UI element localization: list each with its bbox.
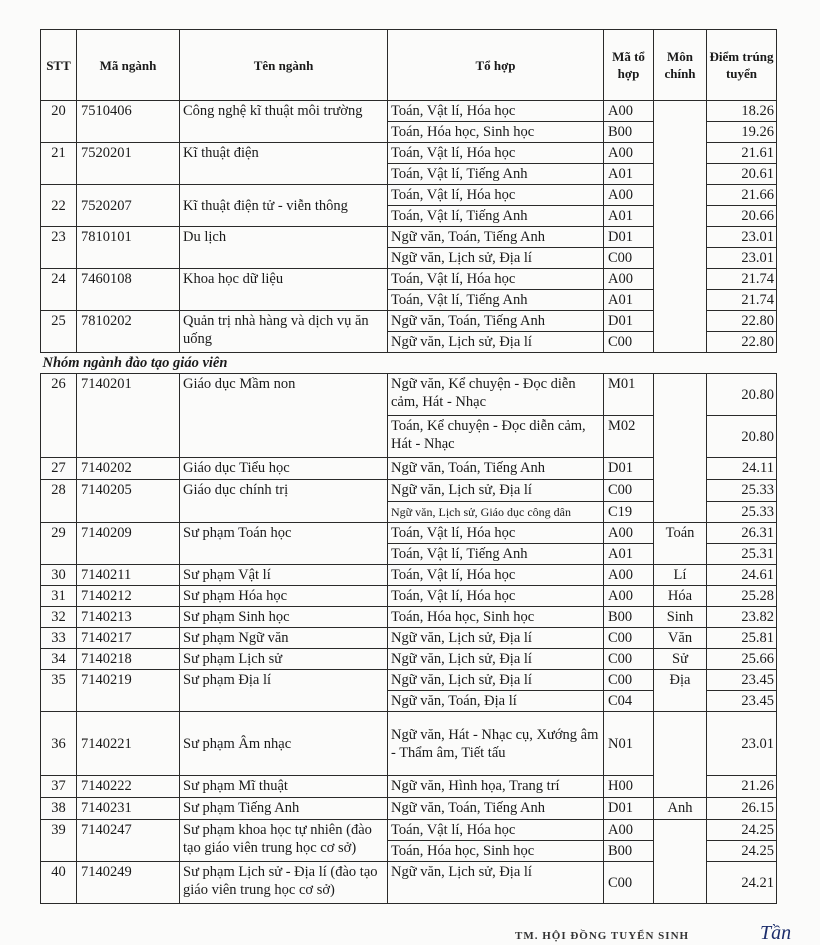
ma-nganh-cell: 7140212 [77, 586, 180, 607]
mon-chinh-cell [654, 712, 707, 798]
ma-nganh-cell: 7140219 [77, 670, 180, 712]
stt-cell: 29 [41, 523, 77, 565]
ma-to-hop-cell: A01 [604, 164, 654, 185]
to-hop-cell: Toán, Hóa học, Sinh học [388, 607, 604, 628]
table-row [41, 712, 777, 776]
header-ten-nganh: Tên ngành [180, 30, 388, 101]
score-cell: 21.26 [707, 776, 777, 798]
score-cell: 21.74 [707, 290, 777, 311]
ma-nganh-cell: 7140209 [77, 523, 180, 565]
stt-cell: 38 [41, 798, 77, 820]
to-hop-cell: Ngữ văn, Hình họa, Trang trí [388, 776, 604, 798]
score-cell: 23.82 [707, 607, 777, 628]
to-hop-cell: Ngữ văn, Toán, Tiếng Anh [388, 458, 604, 480]
ten-nganh-cell: Giáo dục Tiểu học [180, 458, 388, 480]
table-row [41, 607, 777, 628]
score-cell: 25.31 [707, 544, 777, 565]
header-ma-nganh: Mã ngành [77, 30, 180, 101]
table-row [41, 628, 777, 649]
to-hop-cell: Toán, Vật lí, Tiếng Anh [388, 290, 604, 311]
score-cell: 22.80 [707, 311, 777, 332]
stt-cell: 30 [41, 565, 77, 586]
to-hop-cell: Ngữ văn, Lịch sử, Địa lí [388, 332, 604, 353]
score-cell: 25.81 [707, 628, 777, 649]
ten-nganh-cell: Sư phạm Hóa học [180, 586, 388, 607]
stt-cell: 31 [41, 586, 77, 607]
ten-nganh-cell: Giáo dục chính trị [180, 480, 388, 523]
to-hop-cell: Toán, Vật lí, Hóa học [388, 269, 604, 290]
ma-to-hop-cell: A00 [604, 523, 654, 544]
footer-text: TM. HỘI ĐỒNG TUYỂN SINH [515, 930, 690, 942]
mon-chinh-cell [654, 101, 707, 353]
ma-nganh-cell: 7140205 [77, 480, 180, 523]
to-hop-cell: Ngữ văn, Toán, Tiếng Anh [388, 798, 604, 820]
score-cell: 21.66 [707, 185, 777, 206]
ten-nganh-cell: Khoa học dữ liệu [180, 269, 388, 311]
ma-to-hop-cell: C00 [604, 480, 654, 502]
ma-to-hop-cell: A00 [604, 586, 654, 607]
to-hop-cell: Ngữ văn, Lịch sử, Địa lí [388, 628, 604, 649]
ma-to-hop-cell: B00 [604, 607, 654, 628]
ma-to-hop-cell: D01 [604, 311, 654, 332]
ma-to-hop-cell: C00 [604, 248, 654, 269]
ma-to-hop-cell: C04 [604, 691, 654, 712]
stt-cell: 39 [41, 820, 77, 862]
ma-to-hop-cell: A01 [604, 290, 654, 311]
to-hop-cell: Toán, Hóa học, Sinh học [388, 841, 604, 862]
ma-to-hop-cell: C00 [604, 670, 654, 691]
stt-cell: 25 [41, 311, 77, 353]
table-row [41, 798, 777, 820]
mon-chinh-cell: Lí [654, 565, 707, 586]
to-hop-cell: Toán, Vật lí, Hóa học [388, 586, 604, 607]
mon-chinh-cell: Hóa [654, 586, 707, 607]
mon-chinh-cell [654, 820, 707, 904]
table-row [41, 586, 777, 607]
header-diem: Điểm trúng tuyển [707, 30, 777, 101]
to-hop-cell: Toán, Vật lí, Hóa học [388, 101, 604, 122]
score-cell: 25.33 [707, 502, 777, 523]
mon-chinh-cell: Sử [654, 649, 707, 670]
ten-nganh-cell: Sư phạm Lịch sử - Địa lí (đào tạo giáo viên trung học cơ sở) [180, 862, 388, 904]
header-stt: STT [41, 30, 77, 101]
ma-to-hop-cell: A00 [604, 185, 654, 206]
stt-cell: 34 [41, 649, 77, 670]
ma-to-hop-cell: A01 [604, 544, 654, 565]
to-hop-cell: Toán, Hóa học, Sinh học [388, 122, 604, 143]
to-hop-cell: Ngữ văn, Kể chuyện - Đọc diễn cảm, Hát - Nhạc [388, 374, 604, 416]
to-hop-cell: Toán, Vật lí, Hóa học [388, 565, 604, 586]
ten-nganh-cell: Kĩ thuật điện [180, 143, 388, 185]
ten-nganh-cell: Sư phạm Âm nhạc [180, 712, 388, 776]
score-cell: 23.45 [707, 691, 777, 712]
stt-cell: 26 [41, 374, 77, 458]
ma-nganh-cell: 7510406 [77, 101, 180, 143]
ma-nganh-cell: 7140217 [77, 628, 180, 649]
ma-nganh-cell: 7140231 [77, 798, 180, 820]
score-cell: 20.80 [707, 416, 777, 458]
group-title: Nhóm ngành đào tạo giáo viên [41, 353, 777, 374]
to-hop-cell: Ngữ văn, Lịch sử, Địa lí [388, 670, 604, 691]
ma-nganh-cell: 7520207 [77, 185, 180, 227]
to-hop-cell: Toán, Kể chuyện - Đọc diễn cảm, Hát - Nhạc [388, 416, 604, 458]
ten-nganh-cell: Sư phạm khoa học tự nhiên (đào tạo giáo viên trung học cơ sở) [180, 820, 388, 862]
ma-nganh-cell: 7810101 [77, 227, 180, 269]
ma-to-hop-cell: D01 [604, 458, 654, 480]
ten-nganh-cell: Quản trị nhà hàng và dịch vụ ăn uống [180, 311, 388, 353]
score-cell: 24.25 [707, 820, 777, 841]
ma-to-hop-cell: A00 [604, 101, 654, 122]
score-cell: 20.80 [707, 374, 777, 416]
admission-score-table [40, 29, 777, 904]
table-row [41, 101, 777, 122]
ma-to-hop-cell: A00 [604, 820, 654, 841]
score-cell: 26.31 [707, 523, 777, 544]
ma-nganh-cell: 7140249 [77, 862, 180, 904]
score-cell: 24.11 [707, 458, 777, 480]
ten-nganh-cell: Sư phạm Ngữ văn [180, 628, 388, 649]
ten-nganh-cell: Sư phạm Sinh học [180, 607, 388, 628]
to-hop-cell: Toán, Vật lí, Tiếng Anh [388, 206, 604, 227]
ten-nganh-cell: Du lịch [180, 227, 388, 269]
to-hop-cell: Toán, Vật lí, Hóa học [388, 820, 604, 841]
score-cell: 23.45 [707, 670, 777, 691]
to-hop-cell: Toán, Vật lí, Tiếng Anh [388, 544, 604, 565]
score-cell: 25.28 [707, 586, 777, 607]
ten-nganh-cell: Kĩ thuật điện tử - viễn thông [180, 185, 388, 227]
ma-nganh-cell: 7140201 [77, 374, 180, 458]
mon-chinh-cell: Văn [654, 628, 707, 649]
ma-nganh-cell: 7140213 [77, 607, 180, 628]
group-header-row [41, 353, 777, 374]
stt-cell: 32 [41, 607, 77, 628]
to-hop-cell: Ngữ văn, Lịch sử, Địa lí [388, 862, 604, 904]
ma-to-hop-cell: A00 [604, 565, 654, 586]
stt-cell: 24 [41, 269, 77, 311]
stt-cell: 27 [41, 458, 77, 480]
score-cell: 19.26 [707, 122, 777, 143]
ma-to-hop-cell: M01 [604, 374, 654, 416]
ma-nganh-cell: 7140247 [77, 820, 180, 862]
table-header-row [41, 30, 777, 101]
ten-nganh-cell: Sư phạm Tiếng Anh [180, 798, 388, 820]
ma-nganh-cell: 7810202 [77, 311, 180, 353]
ten-nganh-cell: Sư phạm Lịch sử [180, 649, 388, 670]
stt-cell: 22 [41, 185, 77, 227]
stt-cell: 20 [41, 101, 77, 143]
stt-cell: 35 [41, 670, 77, 712]
ma-to-hop-cell: D01 [604, 227, 654, 248]
ma-nganh-cell: 7140202 [77, 458, 180, 480]
to-hop-cell: Ngữ văn, Lịch sử, Địa lí [388, 480, 604, 502]
score-cell: 23.01 [707, 248, 777, 269]
ten-nganh-cell: Sư phạm Vật lí [180, 565, 388, 586]
table-row [41, 565, 777, 586]
ten-nganh-cell: Sư phạm Toán học [180, 523, 388, 565]
mon-chinh-cell [654, 374, 707, 523]
mon-chinh-cell: Địa [654, 670, 707, 712]
ma-nganh-cell: 7460108 [77, 269, 180, 311]
ma-to-hop-cell: A01 [604, 206, 654, 227]
header-ma-to-hop: Mã tổ hợp [604, 30, 654, 101]
stt-cell: 36 [41, 712, 77, 776]
to-hop-cell: Ngữ văn, Lịch sử, Giáo dục công dân [388, 502, 604, 523]
table-row [41, 374, 777, 416]
score-cell: 25.66 [707, 649, 777, 670]
score-cell: 18.26 [707, 101, 777, 122]
stt-cell: 37 [41, 776, 77, 798]
ma-nganh-cell: 7140218 [77, 649, 180, 670]
score-cell: 21.74 [707, 269, 777, 290]
ma-to-hop-cell: A00 [604, 269, 654, 290]
table-row [41, 523, 777, 544]
ten-nganh-cell: Sư phạm Mĩ thuật [180, 776, 388, 798]
ma-nganh-cell: 7140211 [77, 565, 180, 586]
score-cell: 25.33 [707, 480, 777, 502]
to-hop-cell: Ngữ văn, Toán, Địa lí [388, 691, 604, 712]
header-to-hop: Tổ hợp [388, 30, 604, 101]
score-cell: 24.61 [707, 565, 777, 586]
ma-to-hop-cell: H00 [604, 776, 654, 798]
score-cell: 20.61 [707, 164, 777, 185]
ma-to-hop-cell: C00 [604, 862, 654, 904]
to-hop-cell: Toán, Vật lí, Hóa học [388, 185, 604, 206]
stt-cell: 21 [41, 143, 77, 185]
signature: Tần [760, 922, 792, 944]
ten-nganh-cell: Sư phạm Địa lí [180, 670, 388, 712]
to-hop-cell: Toán, Vật lí, Hóa học [388, 523, 604, 544]
ma-to-hop-cell: N01 [604, 712, 654, 776]
ma-nganh-cell: 7520201 [77, 143, 180, 185]
score-cell: 22.80 [707, 332, 777, 353]
score-cell: 24.25 [707, 841, 777, 862]
ma-to-hop-cell: C00 [604, 628, 654, 649]
ma-to-hop-cell: C00 [604, 649, 654, 670]
stt-cell: 40 [41, 862, 77, 904]
ma-to-hop-cell: B00 [604, 841, 654, 862]
score-cell: 26.15 [707, 798, 777, 820]
stt-cell: 23 [41, 227, 77, 269]
to-hop-cell: Ngữ văn, Toán, Tiếng Anh [388, 227, 604, 248]
stt-cell: 28 [41, 480, 77, 523]
ten-nganh-cell: Công nghệ kĩ thuật môi trường [180, 101, 388, 143]
ma-to-hop-cell: M02 [604, 416, 654, 458]
mon-chinh-cell: Anh [654, 798, 707, 820]
table-row [41, 670, 777, 691]
to-hop-cell: Toán, Vật lí, Hóa học [388, 143, 604, 164]
score-cell: 21.61 [707, 143, 777, 164]
ma-to-hop-cell: B00 [604, 122, 654, 143]
mon-chinh-cell: Toán [654, 523, 707, 565]
table-row [41, 820, 777, 841]
ma-nganh-cell: 7140221 [77, 712, 180, 776]
table-row [41, 649, 777, 670]
score-cell: 23.01 [707, 712, 777, 776]
ma-to-hop-cell: C00 [604, 332, 654, 353]
ten-nganh-cell: Giáo dục Mầm non [180, 374, 388, 458]
to-hop-cell: Ngữ văn, Toán, Tiếng Anh [388, 311, 604, 332]
header-mon-chinh: Môn chính [654, 30, 707, 101]
ma-to-hop-cell: D01 [604, 798, 654, 820]
ma-to-hop-cell: C19 [604, 502, 654, 523]
ma-to-hop-cell: A00 [604, 143, 654, 164]
score-cell: 24.21 [707, 862, 777, 904]
score-cell: 20.66 [707, 206, 777, 227]
to-hop-cell: Toán, Vật lí, Tiếng Anh [388, 164, 604, 185]
to-hop-cell: Ngữ văn, Lịch sử, Địa lí [388, 248, 604, 269]
stt-cell: 33 [41, 628, 77, 649]
mon-chinh-cell: Sinh [654, 607, 707, 628]
score-cell: 23.01 [707, 227, 777, 248]
ma-nganh-cell: 7140222 [77, 776, 180, 798]
to-hop-cell: Ngữ văn, Hát - Nhạc cụ, Xướng âm - Thẩm âm, Tiết tấu [388, 712, 604, 776]
to-hop-cell: Ngữ văn, Lịch sử, Địa lí [388, 649, 604, 670]
